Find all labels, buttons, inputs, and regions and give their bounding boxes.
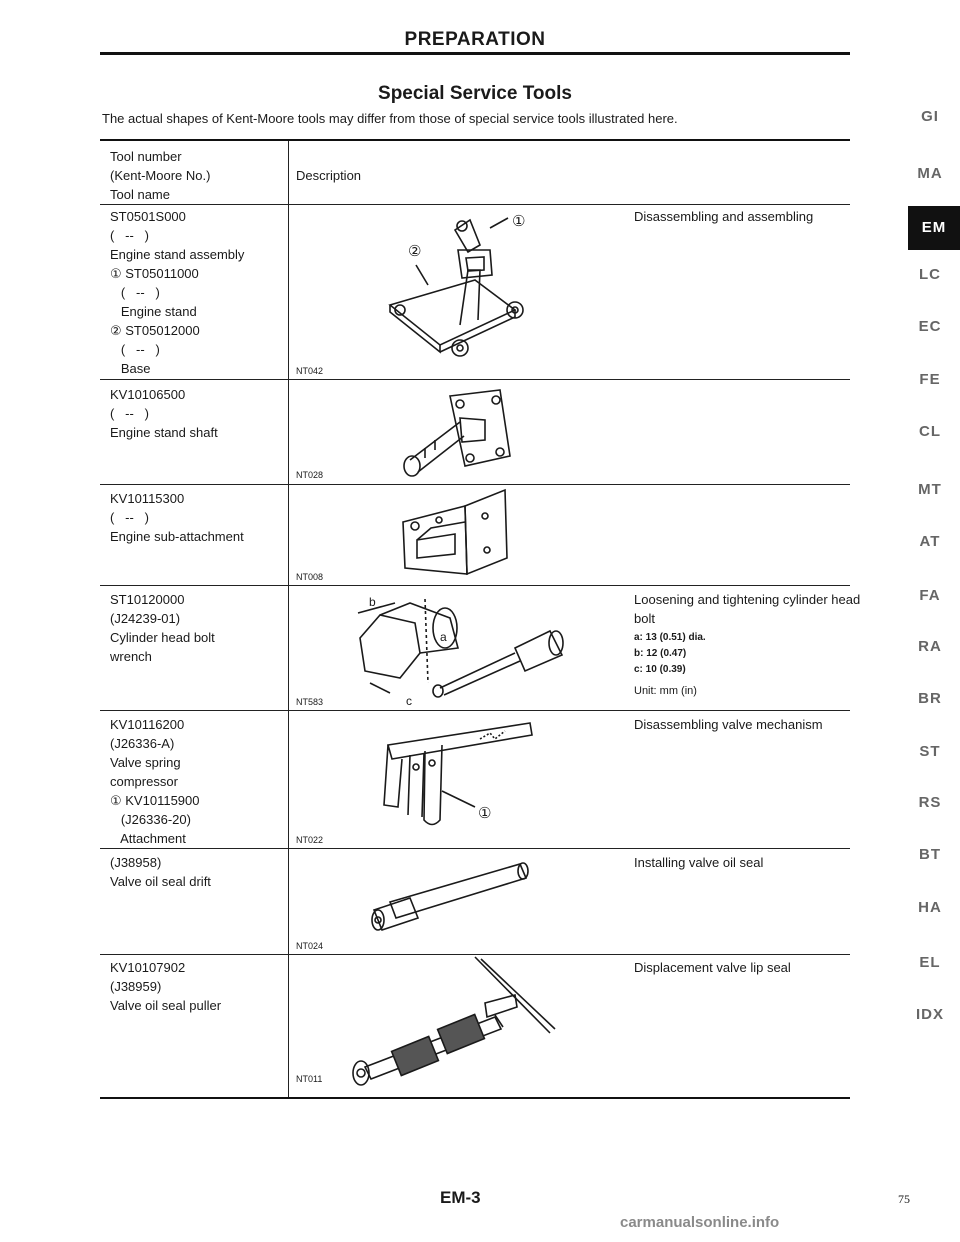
dimension-list: a: 13 (0.51) dia. b: 12 (0.47) c: 10 (0.39) bbox=[634, 632, 706, 675]
unit-note: Unit: mm (in) bbox=[634, 685, 697, 697]
page-code: EM-3 bbox=[440, 1188, 481, 1207]
tab-gi[interactable]: GI bbox=[921, 108, 939, 125]
tab-at[interactable]: AT bbox=[919, 533, 941, 550]
description-cell: Loosening and tightening cylinder head bolt bbox=[634, 592, 861, 626]
callout-1: ① bbox=[512, 213, 526, 230]
illustration-code: NT022 bbox=[296, 835, 324, 845]
engine-stand-shaft-illustration bbox=[390, 388, 520, 478]
description-cell: Displacement valve lip seal bbox=[634, 960, 791, 975]
illustration-code: NT028 bbox=[296, 470, 324, 480]
column-header-tool: Tool number (Kent-Moore No.) Tool name bbox=[110, 149, 211, 202]
row-divider bbox=[100, 710, 850, 711]
tab-el[interactable]: EL bbox=[919, 954, 941, 971]
intro-text: The actual shapes of Kent-Moore tools may differ from those of special service tools illustrated here. bbox=[102, 111, 678, 126]
row-divider bbox=[100, 848, 850, 849]
tab-bt[interactable]: BT bbox=[919, 846, 941, 863]
dimension-label-b: b bbox=[369, 595, 376, 609]
valve-spring-compressor-illustration bbox=[380, 715, 540, 835]
illustration-code: NT024 bbox=[296, 941, 324, 951]
bottom-rule bbox=[100, 1097, 850, 1099]
column-header-description: Description bbox=[296, 168, 362, 183]
callout-1: ① bbox=[478, 805, 492, 822]
engine-sub-attachment-illustration bbox=[395, 488, 520, 578]
tab-mt[interactable]: MT bbox=[918, 481, 942, 498]
tab-br[interactable]: BR bbox=[918, 690, 942, 707]
tab-ma[interactable]: MA bbox=[917, 165, 943, 182]
tool-cell: ST10120000 (J24239-01) Cylinder head bolt wrench bbox=[110, 592, 215, 664]
tab-idx[interactable]: IDX bbox=[915, 1006, 944, 1023]
illustration-code: NT042 bbox=[296, 366, 324, 376]
description-cell: Installing valve oil seal bbox=[634, 855, 764, 870]
tab-ec[interactable]: EC bbox=[918, 318, 942, 335]
tool-cell: ST0501S000 ( -- ) Engine stand assembly ① ST05011000 ( -- ) Engine stand ② ST05012000 ( -- ) Base bbox=[110, 209, 245, 376]
description-cell: Disassembling valve mechanism bbox=[634, 717, 823, 732]
tab-cl[interactable]: CL bbox=[919, 423, 941, 440]
tab-ra[interactable]: RA bbox=[918, 638, 942, 655]
header-rule bbox=[100, 139, 850, 141]
tool-cell: KV10106500 ( -- ) Engine stand shaft bbox=[110, 387, 218, 440]
tab-fe[interactable]: FE bbox=[919, 371, 941, 388]
page-title: Special Service Tools bbox=[378, 83, 572, 104]
row-divider bbox=[100, 585, 850, 586]
illustration-code: NT583 bbox=[296, 697, 324, 707]
tab-st[interactable]: ST bbox=[919, 743, 941, 760]
dimension-label-c: c bbox=[406, 694, 412, 708]
illustration-code: NT008 bbox=[296, 572, 324, 582]
valve-oil-seal-drift-illustration bbox=[370, 856, 540, 936]
illustration-code: NT011 bbox=[296, 1074, 323, 1084]
valve-oil-seal-puller-illustration bbox=[345, 955, 565, 1090]
row-divider bbox=[100, 379, 850, 380]
top-rule bbox=[100, 52, 850, 55]
tab-lc[interactable]: LC bbox=[919, 266, 941, 283]
callout-2: ② bbox=[408, 243, 422, 260]
tool-cell: (J38958) Valve oil seal drift bbox=[110, 855, 211, 889]
description-cell: Disassembling and assembling bbox=[634, 209, 814, 224]
tool-cell: KV10116200 (J26336-A) Valve spring compressor ① KV10115900 (J26336-20) Attachment bbox=[110, 717, 200, 846]
watermark: carmanualsonline.info bbox=[620, 1214, 780, 1231]
engine-stand-illustration bbox=[380, 210, 540, 360]
tool-cell: KV10115300 ( -- ) Engine sub-attachment bbox=[110, 491, 244, 544]
section-title: PREPARATION bbox=[404, 29, 546, 50]
tab-rs[interactable]: RS bbox=[918, 794, 942, 811]
tool-cell: KV10107902 (J38959) Valve oil seal puller bbox=[110, 960, 222, 1013]
dimension-label-a: a bbox=[440, 630, 447, 644]
tab-em[interactable]: EM bbox=[908, 206, 960, 250]
cylinder-head-bolt-wrench-illustration bbox=[340, 593, 580, 708]
tab-ha[interactable]: HA bbox=[918, 899, 942, 916]
page-number: 75 bbox=[898, 1192, 910, 1206]
row-divider bbox=[100, 484, 850, 485]
tab-fa[interactable]: FA bbox=[919, 587, 941, 604]
row-divider bbox=[100, 204, 850, 205]
